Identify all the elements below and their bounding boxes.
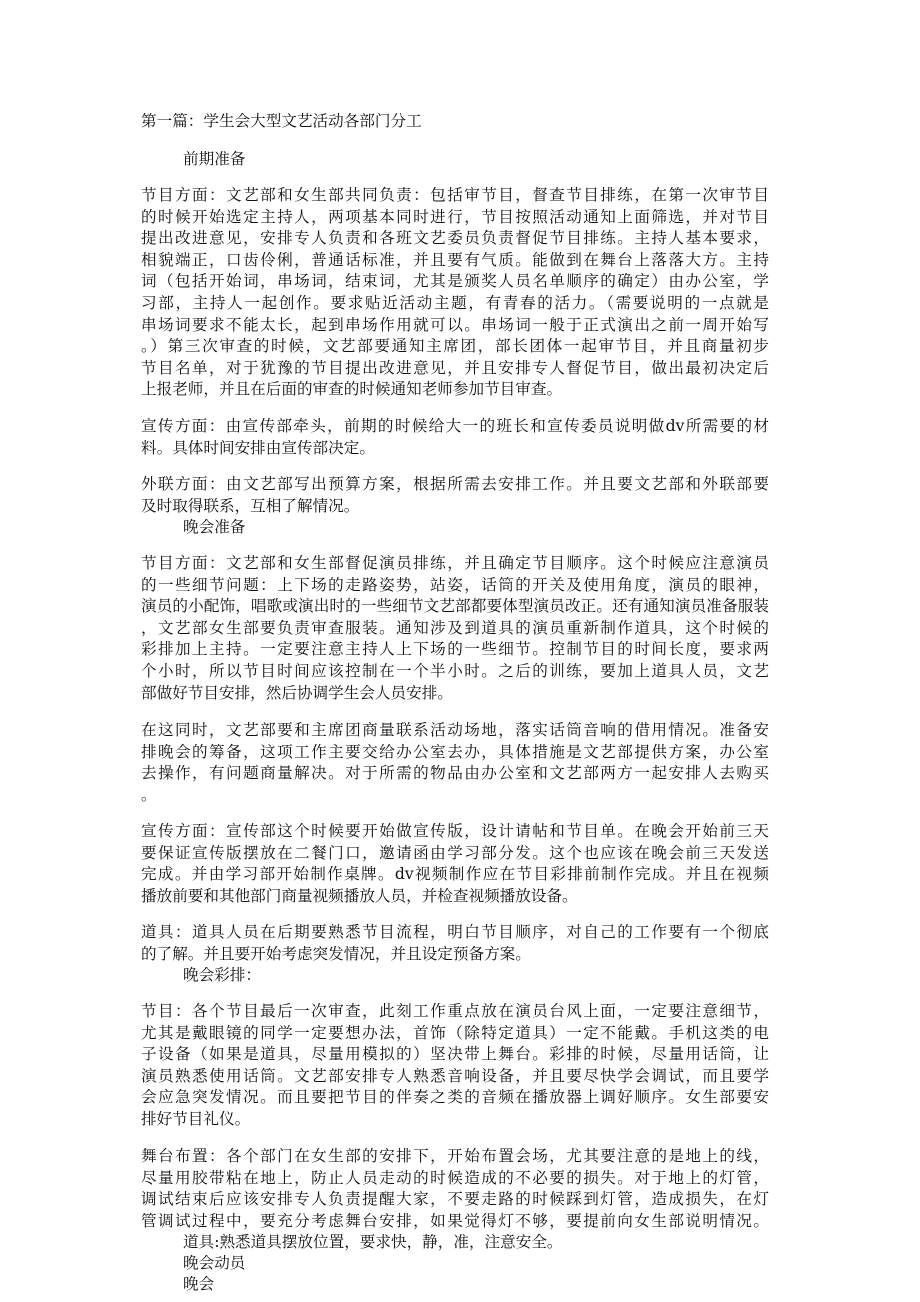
text-line: 排晚会的筹备，这项工作主要交给办公室去办，具体措施是文艺部提供方案，办公室 xyxy=(141,742,769,761)
text-line: 的了解。并且要开始考虑突发情况，并且设定预备方案。 xyxy=(141,944,531,963)
section-heading-preparation: 前期准备 xyxy=(183,150,246,168)
text-line: 的时候开始选定主持人，两项基本同时进行，节目按照活动通知上面筛选，并对节目 xyxy=(141,207,769,226)
text-line: 在这同时，文艺部要和主席团商量联系活动场地，落实话筒音响的借用情况。准备安 xyxy=(141,721,769,739)
text-line: 演员熟悉使用话筒。文艺部安排专人熟悉音响设备，并且要尽快学会调试，而且要学 xyxy=(141,1066,769,1085)
text-line: 串场词要求不能太长，起到串场作用就可以。串场词一般于正式演出之前一周开始写 xyxy=(141,315,769,334)
text-line: 习部，主持人一起创作。要求贴近活动主题，有青春的活力。（需要说明的一点就是 xyxy=(141,294,769,312)
text-line: 管调试过程中，要充分考虑舞台安排，如果觉得灯不够，要提前向女生部说明情况。 xyxy=(141,1211,769,1230)
document-title: 第一篇：学生会大型文艺活动各部门分工 xyxy=(141,112,422,130)
text-line: 的一些细节问题：上下场的走路姿势，站姿，话筒的开关及使用角度，演员的眼神， xyxy=(141,575,769,594)
section-heading-mobilization: 晚会动员 xyxy=(183,1254,246,1272)
text-line: 节目名单，对于犹豫的节目提出改进意见，并且安排专人督促节目，做出最初决定后 xyxy=(141,358,769,377)
text-line: 播放前要和其他部门商量视频播放人员，并检查视频播放设备。 xyxy=(141,886,578,905)
text-line: 去操作，有问题商量解决。对于所需的物品由办公室和文艺部两方一起安排人去购买 xyxy=(141,764,769,783)
text-line: 个小时，所以节目时间应该控制在一个半小时。之后的训练，要加上道具人员，文艺 xyxy=(141,662,769,680)
text-line: 词（包括开始词，串场词，结束词，尤其是颁奖人员名单顺序的确定）由办公室，学 xyxy=(141,272,769,291)
text-line: 尽量用胶带粘在地上，防止人员走动的时候造成的不必要的损失。对于地上的灯管， xyxy=(141,1168,769,1187)
text-line: 舞台布置：各个部门在女生部的安排下，开始布置会场，尤其要注意的是地上的线， xyxy=(141,1147,769,1165)
text-line: 尤其是戴眼镜的同学一定要想办法，首饰（除特定道具）一定不能戴。手机这类的电 xyxy=(141,1023,769,1042)
text-line: 节目方面：文艺部和女生部共同负责：包括审节目，督查节目排练，在第一次审节目 xyxy=(141,186,769,204)
text-line: 提出改进意见，安排专人负责和各班文艺委员负责督促节目排练。主持人基本要求， xyxy=(141,229,769,248)
text-line: 相貌端正，口齿伶俐，普通话标准，并且要有气质。能做到在舞台上落落大方。主持 xyxy=(141,250,769,269)
text-line: 节目方面：文艺部和女生部督促演员排练，并且确定节目顺序。这个时候应注意演员 xyxy=(141,554,769,572)
text-line: 节目：各个节目最后一次审查，此刻工作重点放在演员台风上面，一定要注意细节， xyxy=(141,1002,769,1020)
text-line: 料。具体时间安排由宣传部决定。 xyxy=(141,438,375,457)
text-line: 道具：道具人员在后期要熟悉节目流程，明白节目顺序，对自己的工作要有一个彻底 xyxy=(141,923,769,941)
text-line: 会应急突发情况。而且要把节目的伴奏之类的音频在播放器上调好顺序。女生部要安 xyxy=(141,1088,769,1107)
text-line: 部做好节目安排，然后协调学生会人员安排。 xyxy=(141,683,453,702)
text-line: 排好节目礼仪。 xyxy=(141,1110,251,1128)
text-line: 宣传方面：宣传部这个时候要开始做宣传版，设计请帖和节目单。在晚会开始前三天 xyxy=(141,822,769,840)
section-heading-rehearsal: 晚会彩排： xyxy=(183,966,261,984)
text-line: 完成。并由学习部开始制作桌牌。dv视频制作应在节目彩排前制作完成。并且在视频 xyxy=(141,865,769,884)
text-line: 调试结束后应该安排专人负责提醒大家，不要走路的时候踩到灯管，造成损失，在灯 xyxy=(141,1190,769,1209)
text-line: 。）第三次审查的时候，文艺部要通知主席团，部长团体一起审节目，并且商量初步 xyxy=(141,337,769,356)
text-line: ，文艺部女生部要负责审查服装。通知涉及到道具的演员重新制作道具，这个时候的 xyxy=(141,618,769,637)
text-line: 宣传方面：由宣传部牵头，前期的时候给大一的班长和宣传委员说明做dv所需要的材 xyxy=(141,417,769,435)
text-line: 外联方面：由文艺部写出预算方案，根据所需去安排工作。并且要文艺部和外联部要 xyxy=(141,475,769,493)
text-line: 子设备（如果是道具，尽量用模拟的）坚决带上舞台。彩排的时候，尽量用话筒，让 xyxy=(141,1045,769,1064)
text-line: 演员的小配饰，唱歌或演出时的一些细节文艺部都要体型演员改正。还有通知演员准备服装 xyxy=(141,597,769,616)
text-line: 彩排加上主持。一定要注意主持人上下场的一些细节。控制节目的时间长度，要求两 xyxy=(141,640,769,659)
text-line: 上报老师，并且在后面的审查的时候通知老师参加节目审查。 xyxy=(141,380,563,399)
text-line: 要保证宣传版摆放在二餐门口，邀请函由学习部分发。这个也应该在晚会前三天发送 xyxy=(141,843,769,862)
text-line: 。 xyxy=(141,785,157,804)
paragraph-rehearsal-props: 道具:熟悉道具摆放位置，要求快，静，准，注意安全。 xyxy=(183,1233,563,1251)
section-heading-gala: 晚会 xyxy=(183,1275,215,1293)
section-heading-evening: 晚会准备 xyxy=(183,518,246,536)
text-line: 及时取得联系，互相了解情况。 xyxy=(141,496,360,515)
